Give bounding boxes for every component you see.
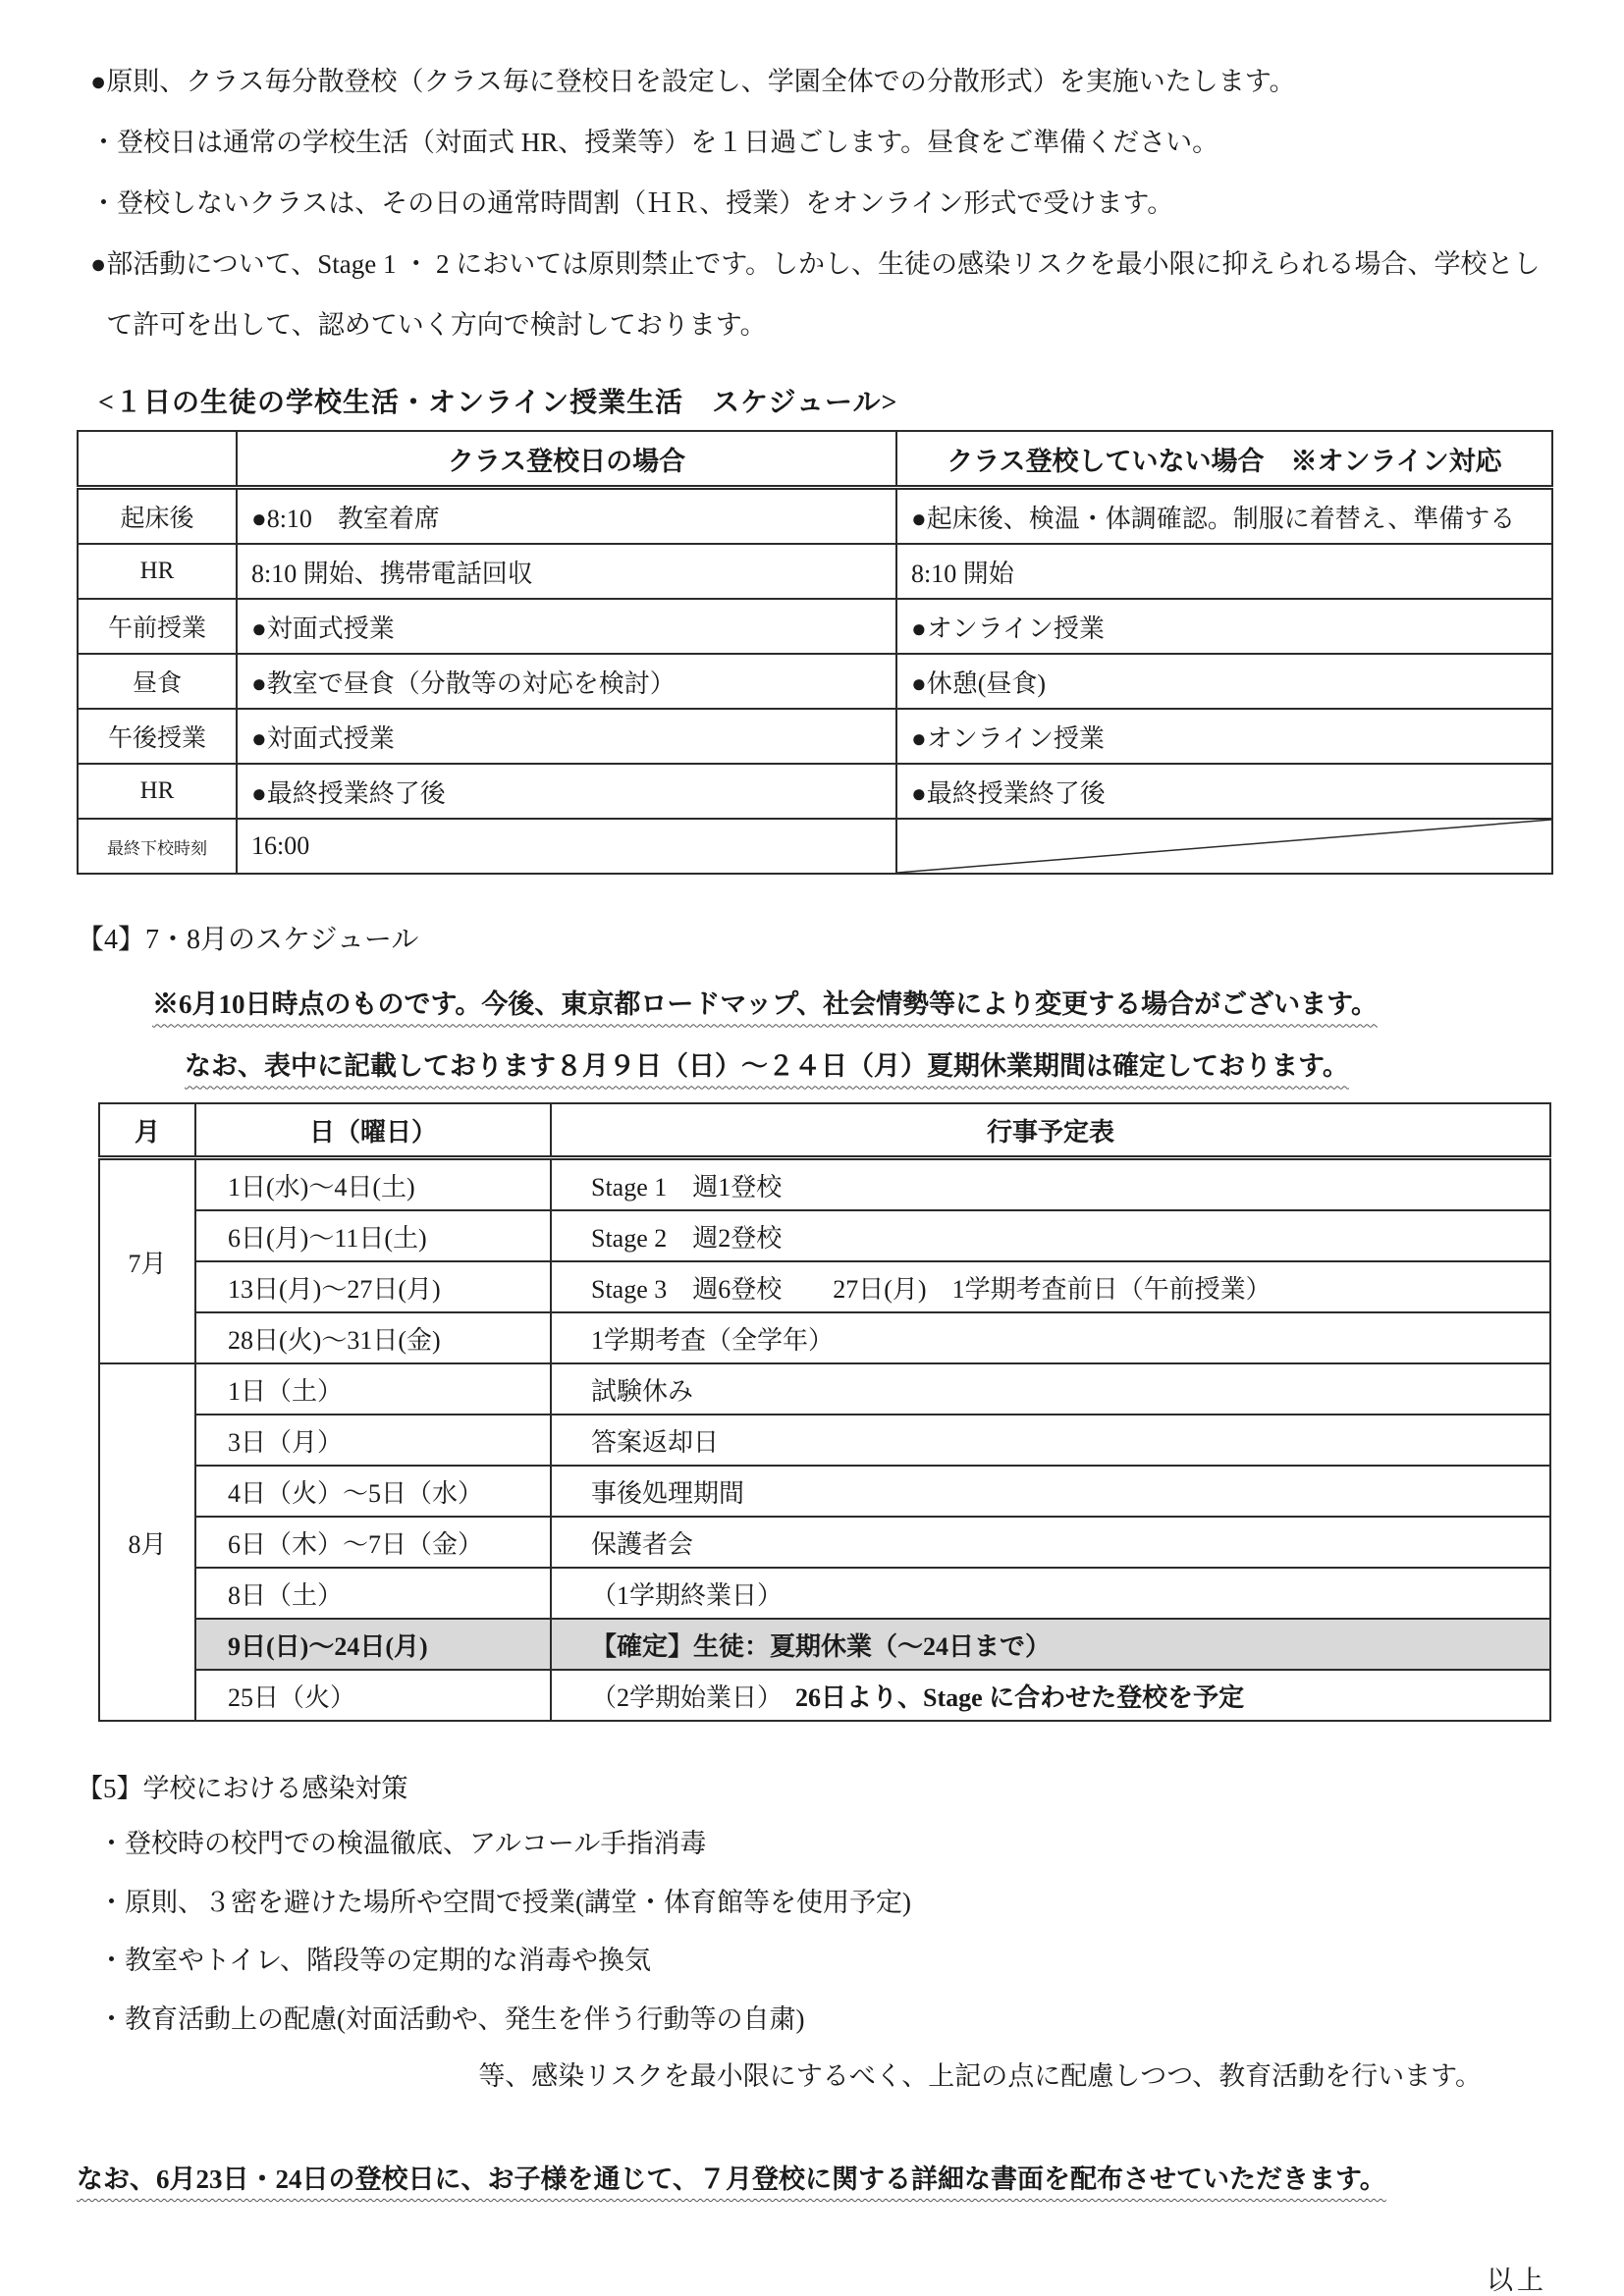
event-cell: 保護者会: [551, 1517, 1550, 1568]
event-cell: [551, 1670, 1550, 1721]
dates-cell: 1日（土）: [195, 1363, 551, 1415]
footer-note: なお、6月23日・24日の登校日に、お子様を通じて、７月登校に関する詳細な書面を配布させていただきます。: [77, 2164, 1386, 2195]
attend-cell: ●対面式授業: [237, 709, 896, 764]
month-header: 月: [99, 1103, 195, 1158]
bullet-marker-icon: ・: [90, 128, 117, 158]
attend-cell: 8:10 開始、携帯電話回収: [237, 544, 896, 599]
bullet-marker-icon: ・: [90, 188, 117, 219]
daily-schedule-title: <１日の生徒の学校生活・オンライン授業生活 スケジュール>: [98, 388, 898, 419]
event-cell: （1学期終業日）: [551, 1568, 1550, 1619]
daily-header-online: クラス登校していない場合 ※オンライン対応: [896, 431, 1552, 488]
section4-heading: 【4】7・8月のスケジュール: [77, 925, 419, 956]
event-text-bold: 26日より、Stage に合わせた登校を予定: [795, 1682, 1245, 1712]
row-label: 昼食: [78, 654, 237, 709]
event-cell: 【確定】生徒：夏期休業（～24日まで）: [551, 1619, 1550, 1670]
dates-cell: 8日（土）: [195, 1568, 551, 1619]
table-row: [99, 1312, 1550, 1363]
bullet-marker-icon: ●: [90, 249, 107, 280]
intro-bullet: [90, 234, 1565, 355]
section4-note-1: ※6月10日時点のものです。今後、東京都ロードマップ、社会情勢等により変更する場合がございます。: [152, 989, 1378, 1020]
table-row: [99, 1466, 1550, 1517]
table-row: [99, 1158, 1550, 1211]
row-label: 起床後: [78, 488, 237, 545]
monthly-schedule-table: [98, 1102, 1551, 1722]
online-cell: ●オンライン授業: [896, 709, 1552, 764]
row-label: 最終下校時刻: [78, 819, 237, 874]
section5-item: ・原則、３密を避けた場所や空間で授業(講堂・体育館等を使用予定): [98, 1887, 911, 1917]
event-text: （2学期始業日）: [591, 1682, 796, 1712]
closing-word: 以上: [1487, 2266, 1547, 2296]
dates-cell: 1日(水)～4日(土): [195, 1158, 551, 1211]
date-header: 日（曜日）: [195, 1103, 551, 1158]
dates-cell: 6日（木）～7日（金）: [195, 1517, 551, 1568]
dates-cell: 28日(火)～31日(金): [195, 1312, 551, 1363]
table-row: [99, 1363, 1550, 1415]
dates-cell: 3日（月）: [195, 1415, 551, 1466]
daily-header-attend: クラス登校日の場合: [237, 431, 896, 488]
attend-cell: ●8:10 教室着席: [237, 488, 896, 545]
section5-item: ・登校時の校門での検温徹底、アルコール手指消毒: [98, 1829, 707, 1859]
intro-bullet-text: 登校日は通常の学校生活（対面式 HR、授業等）を１日過ごします。昼食をご準備ください。: [117, 128, 1219, 158]
table-row: [78, 488, 1552, 545]
table-row: [99, 1517, 1550, 1568]
dates-cell: 25日（火）: [195, 1670, 551, 1721]
dates-cell: 4日（火）～5日（水）: [195, 1466, 551, 1517]
highlighted-row: [99, 1619, 1550, 1670]
online-cell: 8:10 開始: [896, 544, 1552, 599]
month-cell: 7月: [99, 1158, 195, 1364]
row-label: 午前授業: [78, 599, 237, 654]
table-row: [99, 1670, 1550, 1721]
dates-cell: 13日(月)～27日(月): [195, 1261, 551, 1312]
section5-closing-line: 等、感染リスクを最小限にするべく、上記の点に配慮しつつ、教育活動を行います。: [478, 2061, 1482, 2092]
table-row: [99, 1261, 1550, 1312]
attend-cell: ●教室で昼食（分散等の対応を検討）: [237, 654, 896, 709]
section5-item: ・教育活動上の配慮(対面活動や、発生を伴う行動等の自粛): [98, 2003, 805, 2034]
section5-item-list: [98, 1815, 1624, 2049]
event-header: 行事予定表: [551, 1103, 1550, 1158]
crossed-out-cell: [896, 819, 1552, 874]
event-cell: 試験休み: [551, 1363, 1550, 1415]
row-label: 午後授業: [78, 709, 237, 764]
table-row: [78, 654, 1552, 709]
online-cell: ●起床後、検温・体調確認。制服に着替え、準備する: [896, 488, 1552, 545]
table-row: [99, 1415, 1550, 1466]
table-row: [99, 1210, 1550, 1261]
intro-bullet-text: 部活動について、Stage 1 ・ 2 においては原則禁止です。しかし、生徒の感染リスクを最小限に抑えられる場合、学校として許可を出して、認めていく方向で検討しております。: [106, 249, 1541, 341]
dates-cell: 9日(日)～24日(月): [195, 1619, 551, 1670]
event-cell: Stage 1 週1登校: [551, 1158, 1550, 1211]
diagonal-line-icon: [897, 820, 1551, 873]
daily-header-empty: [78, 431, 237, 488]
attend-cell: ●最終授業終了後: [237, 764, 896, 819]
intro-bullet: [90, 173, 1565, 234]
daily-schedule-header-row: [78, 431, 1552, 488]
bullet-marker-icon: ●: [90, 67, 107, 96]
event-cell: 事後処理期間: [551, 1466, 1550, 1517]
monthly-schedule-header-row: [99, 1103, 1550, 1158]
online-cell: ●オンライン授業: [896, 599, 1552, 654]
intro-bullet: [90, 112, 1565, 173]
table-row: [78, 599, 1552, 654]
event-cell: 答案返却日: [551, 1415, 1550, 1466]
attend-cell: 16:00: [237, 819, 896, 874]
dates-cell: 6日(月)～11日(土): [195, 1210, 551, 1261]
table-row: [78, 709, 1552, 764]
event-cell: 1学期考査（全学年）: [551, 1312, 1550, 1363]
table-row: [78, 819, 1552, 874]
table-row: [99, 1568, 1550, 1619]
event-cell: Stage 2 週2登校: [551, 1210, 1550, 1261]
month-cell: 8月: [99, 1363, 195, 1721]
intro-bullet: [90, 51, 1565, 112]
event-cell: Stage 3 週6登校 27日(月) 1学期考査前日（午前授業）: [551, 1261, 1550, 1312]
row-label: HR: [78, 764, 237, 819]
intro-bullet-text: 登校しないクラスは、その日の通常時間割（ＨＲ、授業）をオンライン形式で受けます。: [117, 188, 1174, 219]
table-row: [78, 544, 1552, 599]
row-label: HR: [78, 544, 237, 599]
intro-bullet-list: [90, 51, 1565, 355]
section4-note-2: なお、表中に記載しております８月９日（日）～２４日（月）夏期休業期間は確定しております。: [185, 1051, 1349, 1082]
intro-bullet-text: 原則、クラス毎分散登校（クラス毎に登校日を設定し、学園全体での分散形式）を実施いたします。: [106, 67, 1296, 96]
section5-item: ・教室やトイレ、階段等の定期的な消毒や換気: [98, 1946, 651, 1976]
table-row: [78, 764, 1552, 819]
online-cell: ●休憩(昼食): [896, 654, 1552, 709]
attend-cell: ●対面式授業: [237, 599, 896, 654]
online-cell: ●最終授業終了後: [896, 764, 1552, 819]
daily-schedule-table: [77, 430, 1553, 875]
section5-heading: 【5】学校における感染対策: [77, 1774, 408, 1804]
